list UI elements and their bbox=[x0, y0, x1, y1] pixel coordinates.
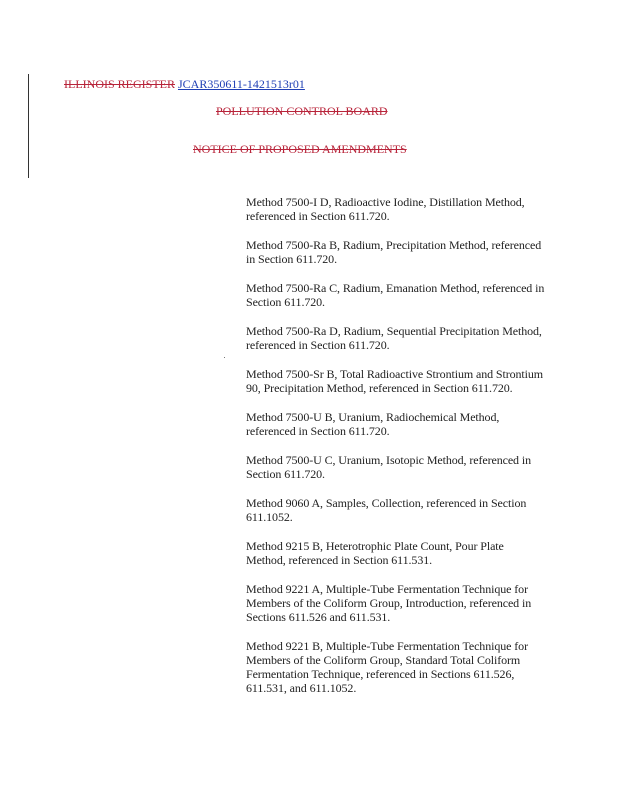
method-entry: Method 7500-U C, Uranium, Isotopic Method, referenced in Section 611.720. bbox=[246, 453, 531, 481]
notice-title bbox=[193, 142, 407, 156]
method-entry: Method 9060 A, Samples, Collection, referenced in Section 611.1052. bbox=[246, 496, 527, 524]
board-title bbox=[216, 104, 388, 118]
method-entry: Method 7500-Ra D, Radium, Sequential Precipitation Method, referenced in Section 611.720. bbox=[246, 324, 542, 352]
method-entry: Method 7500-Sr B, Total Radioactive Strontium and Strontium 90, Precipitation Method, referenced in Section 611.720. bbox=[246, 367, 544, 395]
method-entry: Method 7500-U B, Uranium, Radiochemical Method, referenced in Section 611.720. bbox=[246, 410, 500, 438]
register-code-inserted: JCAR350611-1421513r01 bbox=[178, 77, 305, 91]
method-reference-list bbox=[246, 195, 546, 710]
method-entry: Method 7500-I D, Radioactive Iodine, Distillation Method, referenced in Section 611.720. bbox=[246, 195, 525, 223]
method-entry: Method 9221 B, Multiple-Tube Fermentation Technique for Members of the Coliform Group, Standard Total Coliform Fermentation Technique, referenced in Sections 611.526, 611.531, and 611.1052. bbox=[246, 639, 528, 695]
method-entry: Method 7500-Ra B, Radium, Precipitation Method, referenced in Section 611.720. bbox=[246, 238, 542, 266]
method-entry: Method 9221 A, Multiple-Tube Fermentation Technique for Members of the Coliform Group, Introduction, referenced in Sections 611.526 and 611.531. bbox=[246, 582, 532, 624]
stray-mark bbox=[224, 357, 225, 358]
method-entry: Method 9215 B, Heterotrophic Plate Count, Pour Plate Method, referenced in Section 611.531. bbox=[246, 539, 504, 567]
method-entry: Method 7500-Ra C, Radium, Emanation Method, referenced in Section 611.720. bbox=[246, 281, 545, 309]
register-header bbox=[64, 77, 305, 91]
notice-title-deleted: NOTICE OF PROPOSED AMENDMENTS bbox=[193, 142, 407, 156]
revision-change-bar bbox=[28, 74, 29, 178]
board-title-deleted: POLLUTION CONTROL BOARD bbox=[216, 104, 388, 118]
register-title-deleted: ILLINOIS REGISTER bbox=[64, 77, 175, 91]
